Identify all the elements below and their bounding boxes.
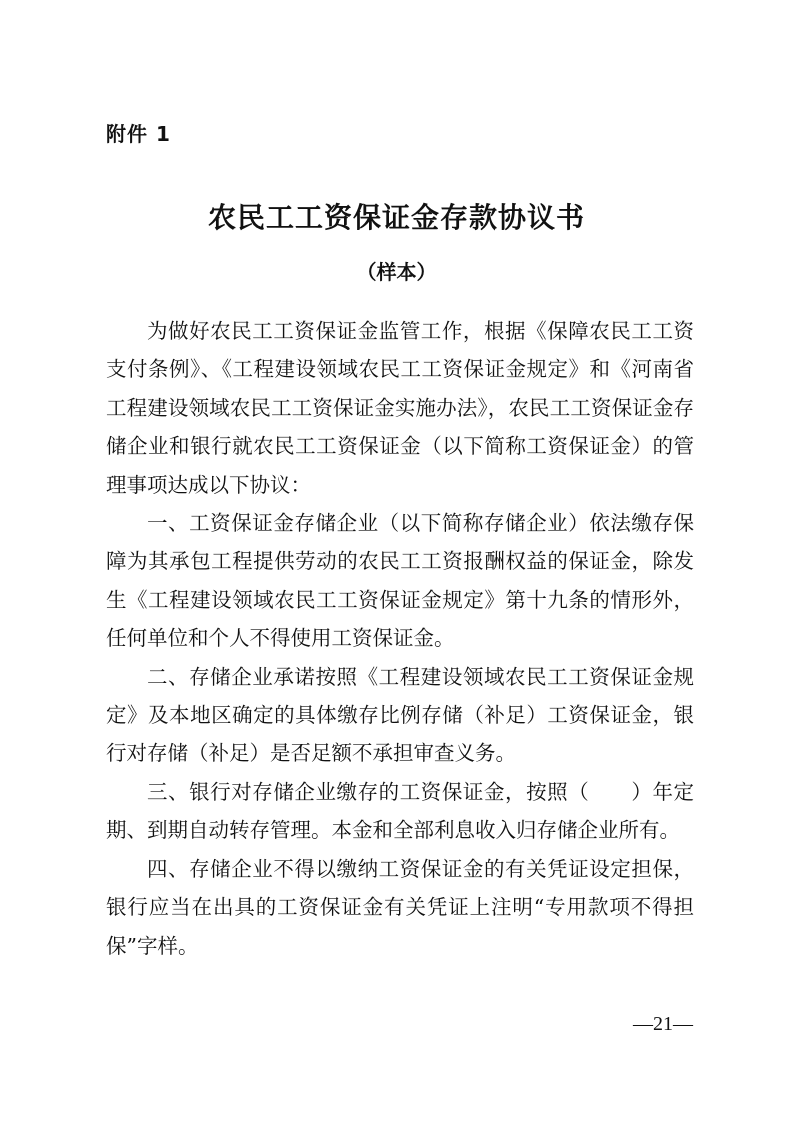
paragraph-intro: 为做好农民工工资保证金监管工作，根据《保障农民工工资支付条例》、《工程建设领域农民工工资保证金规定》和《河南省工程建设领域农民工工资保证金实施办法》，农民工工资保证金存储企业和银行就农民工工资保证金（以下简称工资保证金）的管理事项达成以下协议： [106,319,694,497]
paragraph-clause-4: 四、存储企业不得以缴纳工资保证金的有关凭证设定担保，银行应当在出具的工资保证金有关凭证上注明“专用款项不得担保”字样。 [106,856,694,958]
document-subtitle: （样本） [356,260,437,284]
attachment-label: 附件 1 [106,122,171,146]
paragraph-clause-1: 一、工资保证金存储企业（以下简称存储企业）依法缴存保障为其承包工程提供劳动的农民工工资报酬权益的保证金，除发生《工程建设领域农民工工资保证金规定》第十九条的情形外，任何单位和个人不得使用工资保证金。 [106,511,694,651]
document-title: 农民工工资保证金存款协议书 [207,201,585,234]
page-number: —21— [633,1013,693,1035]
paragraph-clause-3: 三、银行对存储企业缴存的工资保证金，按照（ ）年定期、到期自动转存管理。本金和全部利息收入归存储企业所有。 [106,779,694,843]
document-body [106,312,694,965]
paragraph-clause-2: 二、存储企业承诺按照《工程建设领域农民工工资保证金规定》及本地区确定的具体缴存比例存储（补足）工资保证金，银行对存储（补足）是否足额不承担审查义务。 [106,664,694,766]
